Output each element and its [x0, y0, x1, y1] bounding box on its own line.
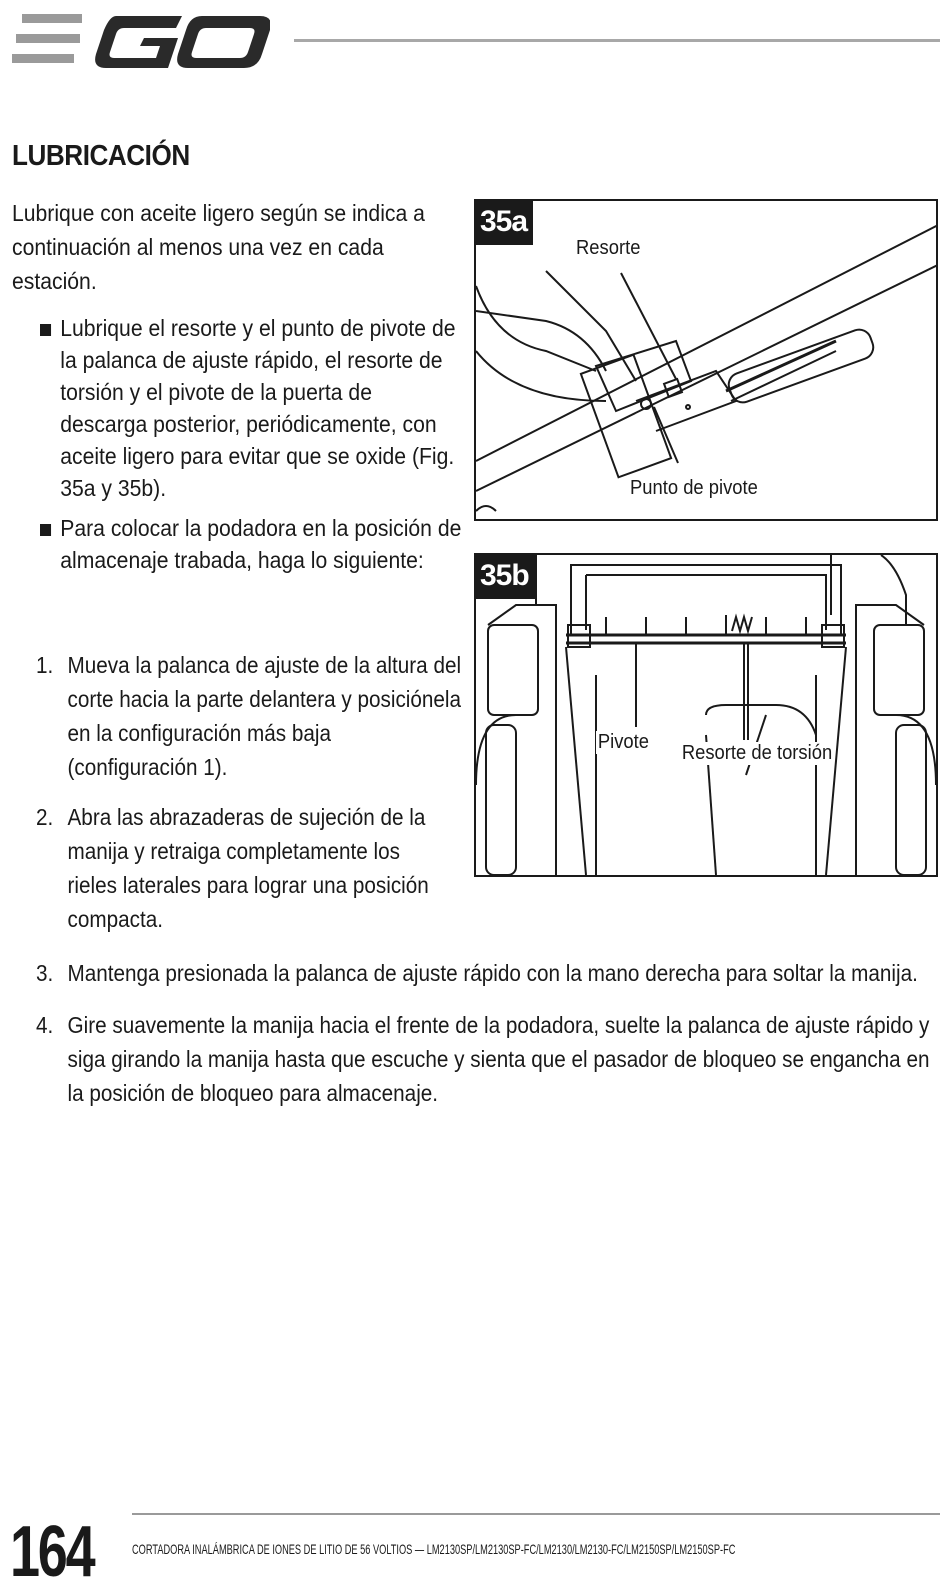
logo-text: EGO	[12, 10, 15, 11]
page-number: 164	[10, 1512, 94, 1592]
steps-list-wide	[36, 956, 950, 1110]
square-bullet-icon	[40, 324, 51, 336]
step-item: 3. Mantenga presionada la palanca de ajuste rápido con la mano derecha para soltar la manija.	[36, 960, 918, 986]
footer-text: CORTADORA INALÁMBRICA DE IONES DE LITIO DE 56 VOLTIOS — LM2130SP/LM2130SP-FC/LM2130/LM2130-FC/LM2150SP/LM2150SP-FC	[132, 1541, 736, 1557]
figure-35b-illustration	[476, 555, 936, 875]
figure-35a-tag: 35a	[476, 201, 533, 245]
section-title: LUBRICACIÓN	[12, 140, 190, 172]
label-punto-de-pivote: Punto de pivote	[630, 477, 758, 499]
step-item: 4. Gire suavemente la manija hacia el frente de la podadora, suelte la palanca de ajuste rápido y siga girando la manija hasta que escuche y sienta que el pasador de bloqueo se engancha en la posición de bloqueo para almacenaje.	[36, 1012, 930, 1106]
figure-35a-illustration	[476, 201, 936, 519]
bullet-list	[40, 312, 463, 584]
intro-paragraph: Lubrique con aceite ligero según se indica a continuación al menos una vez en cada estación.	[12, 200, 425, 294]
steps-list-narrow	[36, 648, 476, 936]
footer-rule	[132, 1513, 940, 1515]
header-rule	[294, 39, 940, 42]
label-resorte-de-torsion: Resorte de torsión	[681, 742, 833, 764]
square-bullet-icon	[40, 524, 51, 536]
figure-35b-tag: 35b	[476, 555, 535, 599]
label-pivote: Pivote	[597, 731, 649, 753]
figure-35b	[474, 553, 938, 877]
figure-35a	[474, 199, 938, 521]
step-item: 2. Abra las abrazaderas de sujeción de la manija y retraiga completamente los rieles laterales para lograr una posición compacta.	[36, 804, 429, 932]
ego-logo	[12, 10, 270, 70]
label-resorte: Resorte	[576, 237, 641, 259]
bullet-item: Para colocar la podadora en la posición de almacenaje trabada, haga lo siguiente:	[40, 512, 463, 576]
step-item: 1. Mueva la palanca de ajuste de la altura del corte hacia la parte delantera y posiciónela en la configuración más baja (configuración 1).	[36, 652, 462, 780]
bullet-item: Lubrique el resorte y el punto de pivote de la palanca de ajuste rápido, el resorte de torsión y el pivote de la puerta de descarga posterior, periódicamente, con aceite ligero para evitar que se oxide (Fig. 35a y 35b).	[40, 312, 463, 504]
